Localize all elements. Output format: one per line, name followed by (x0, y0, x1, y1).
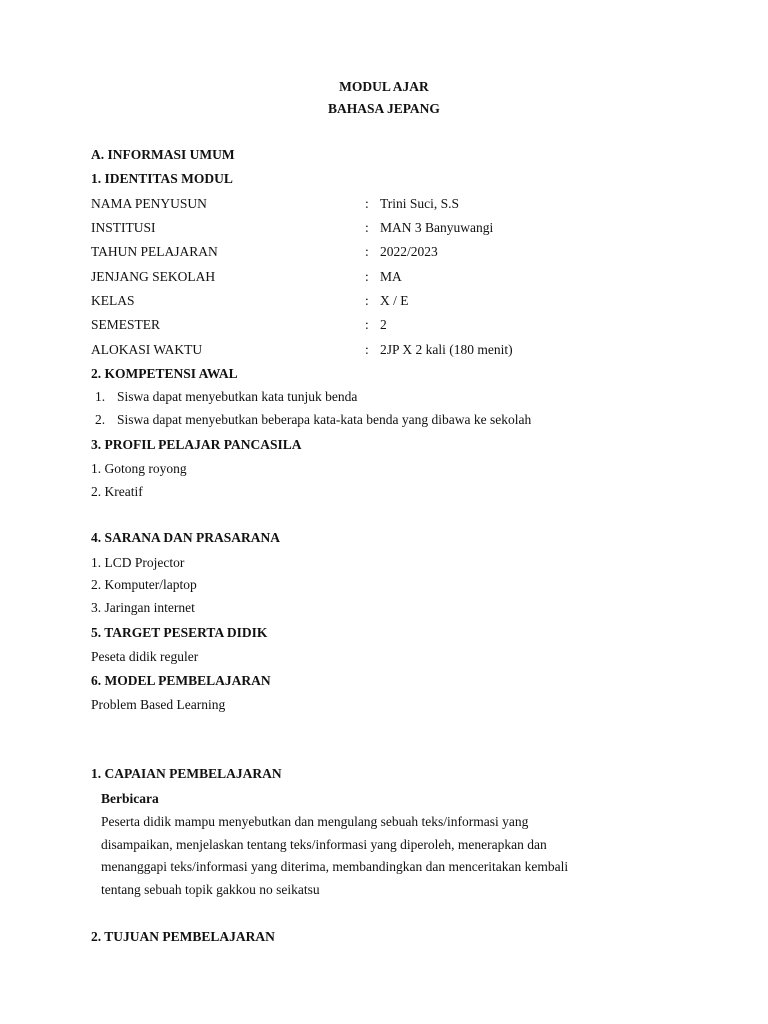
tujuan-heading: 2. TUJUAN PEMBELAJARAN (91, 929, 275, 944)
row-sep: : (365, 244, 369, 259)
sarana-item: 1. LCD Projector (91, 555, 185, 570)
profil-item: 1. Gotong royong (91, 461, 187, 476)
row-value-alokasi-waktu: 2JP X 2 kali (180 menit) (380, 342, 513, 357)
row-value-nama-penyusun: Trini Suci, S.S (380, 196, 460, 211)
row-value-institusi: MAN 3 Banyuwangi (380, 220, 494, 235)
capaian-line: menanggapi teks/informasi yang diterima, membandingkan dan menceritakan kembali (101, 859, 569, 874)
row-sep: : (365, 342, 369, 357)
row-value-tahun-pelajaran: 2022/2023 (380, 244, 438, 259)
target-heading: 5. TARGET PESERTA DIDIK (91, 625, 268, 640)
sarana-item: 2. Komputer/laptop (91, 577, 197, 592)
row-sep: : (365, 196, 369, 211)
sarana-heading: 4. SARANA DAN PRASARANA (91, 530, 281, 545)
row-sep: : (365, 220, 369, 235)
row-sep: : (365, 317, 369, 332)
list-number: 1. (95, 389, 106, 404)
capaian-line: Peserta didik mampu menyebutkan dan mengulang sebuah teks/informasi yang (101, 814, 529, 829)
row-value-kelas: X / E (380, 293, 409, 308)
sarana-item: 3. Jaringan internet (91, 600, 195, 615)
capaian-line: disampaikan, menjelaskan tentang teks/informasi yang diperoleh, menerapkan dan (101, 837, 547, 852)
row-label-institusi: INSTITUSI (91, 220, 156, 235)
row-sep: : (365, 269, 369, 284)
profil-heading: 3. PROFIL PELAJAR PANCASILA (91, 437, 302, 452)
capaian-line: tentang sebuah topik gakkou no seikatsu (101, 882, 320, 897)
profil-item: 2. Kreatif (91, 484, 143, 499)
capaian-subheading: Berbicara (101, 791, 159, 806)
identitas-heading: 1. IDENTITAS MODUL (91, 171, 233, 186)
title-line-1: MODUL AJAR (339, 79, 429, 94)
list-number: 2. (95, 412, 106, 427)
title-line-2: BAHASA JEPANG (328, 101, 440, 116)
section-a-heading: A. INFORMASI UMUM (91, 147, 235, 162)
row-value-jenjang-sekolah: MA (380, 269, 402, 284)
row-label-jenjang-sekolah: JENJANG SEKOLAH (91, 269, 216, 284)
row-label-nama-penyusun: NAMA PENYUSUN (91, 196, 207, 211)
row-label-semester: SEMESTER (91, 317, 161, 332)
kompetensi-item: Siswa dapat menyebutkan kata tunjuk benda (117, 389, 358, 404)
model-heading: 6. MODEL PEMBELAJARAN (91, 673, 271, 688)
capaian-heading: 1. CAPAIAN PEMBELAJARAN (91, 766, 282, 781)
kompetensi-heading: 2. KOMPETENSI AWAL (91, 366, 238, 381)
row-label-alokasi-waktu: ALOKASI WAKTU (91, 342, 203, 357)
model-text: Problem Based Learning (91, 697, 226, 712)
kompetensi-item: Siswa dapat menyebutkan beberapa kata-kata benda yang dibawa ke sekolah (117, 412, 532, 427)
row-label-kelas: KELAS (91, 293, 135, 308)
row-value-semester: 2 (380, 317, 387, 332)
row-label-tahun-pelajaran: TAHUN PELAJARAN (91, 244, 218, 259)
row-sep: : (365, 293, 369, 308)
target-text: Peseta didik reguler (91, 649, 199, 664)
